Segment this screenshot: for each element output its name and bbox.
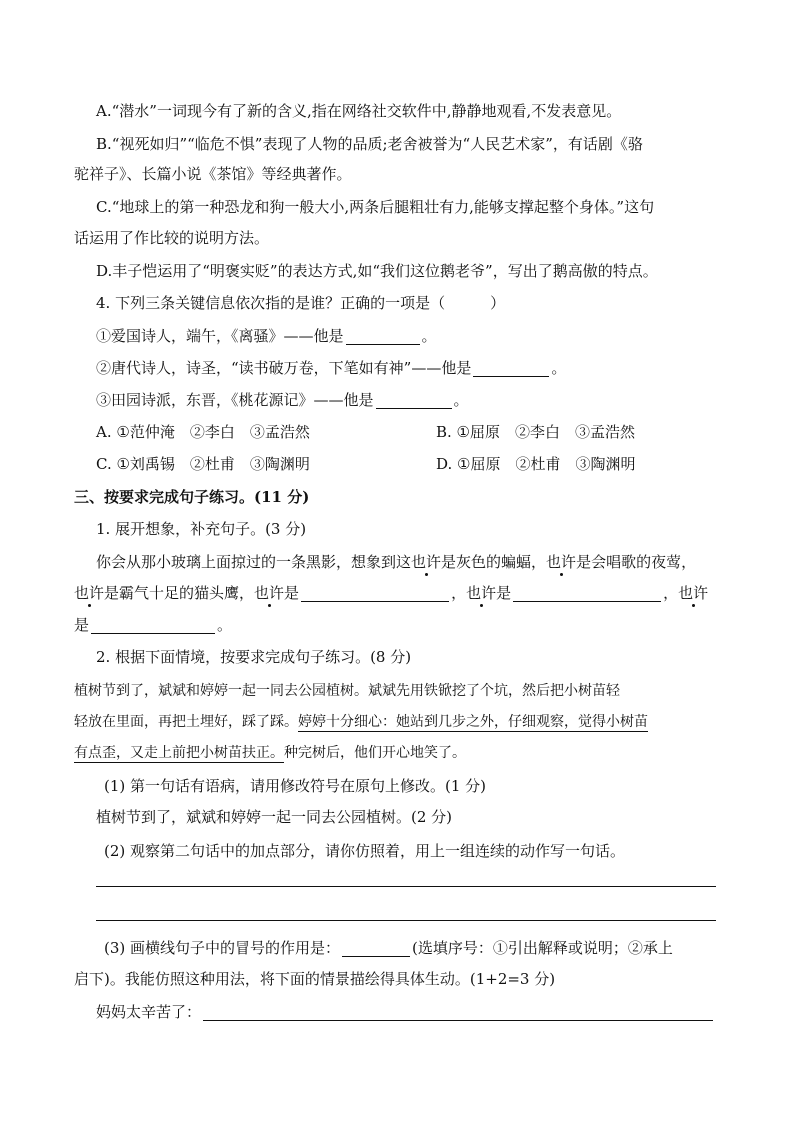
imagine-blank-2[interactable] (513, 585, 661, 602)
underlined-sentence-part2: 有点歪，又走上前把小树苗扶正。 (74, 745, 284, 761)
option-d-prev: D.丰子恺运用了“明褒实贬”的表达方式,如“我们这位鹅老爷”，写出了鹅高傲的特点。 (96, 262, 658, 280)
description-blank[interactable] (203, 1004, 713, 1021)
q2-sub2: (2) 观察第二句话中的加点部分，请你仿照着，用上一组连续的动作写一句话。 (104, 842, 626, 860)
clue-3-text: ③田园诗派，东晋，《桃花源记》——他是 (96, 391, 374, 409)
underlined-sentence-part1: 婷婷十分细心：她站到几步之外，仔细观察，觉得小树苗 (298, 714, 648, 730)
q1-text-f: 是 (496, 584, 512, 602)
option-c-prev-line2: 话运用了作比较的说明方法。 (74, 229, 270, 247)
q1-text-e: 是 (284, 584, 300, 602)
emphasis-yexu-6: 也许 (678, 584, 709, 602)
q2-passage-line2 (74, 711, 648, 733)
emphasis-yexu-3: 也许 (74, 584, 105, 602)
answer-blank-3[interactable] (376, 392, 452, 409)
question-4-option-c: C. ①刘禹锡 ②杜甫 ③陶渊明 (96, 455, 310, 473)
q2-sub3-text-b: (选填序号：①引出解释或说明；②承上 (412, 939, 673, 957)
option-c-prev-line1: C.“地球上的第一种恐龙和狗一般大小,两条后腿粗壮有力,能够支撑起整个身体。”这句 (96, 198, 655, 216)
q1-paragraph-line2 (74, 582, 708, 604)
q2-sub3-text-a: (3) 画横线句子中的冒号的作用是： (104, 939, 341, 957)
answer-line-2[interactable] (96, 920, 716, 921)
emphasis-yexu-1: 也许 (411, 553, 442, 571)
q1-comma-2: ， (663, 584, 679, 602)
q2-sub3-line1 (104, 937, 673, 959)
imagine-blank-3[interactable] (91, 617, 215, 634)
q1-paragraph-line3 (74, 614, 232, 636)
clue-1-text: ①爱国诗人，端午，《离骚》——他是 (96, 327, 344, 345)
option-a-prev: A.“潜水”一词现今有了新的含义,指在网络社交软件中,静静地观看,不发表意见。 (96, 102, 622, 120)
clue-2-text: ②唐代诗人，诗圣，“读书破万卷，下笔如有神”——他是 (96, 359, 472, 377)
q1-text-b: 是灰色的蝙蝠， (441, 553, 547, 571)
question-4-option-b: B. ①屈原 ②李白 ③孟浩然 (436, 423, 636, 441)
question-4-clue-2 (96, 357, 566, 379)
q2-passage-text: 轻放在里面，再把土埋好，踩了踩。 (74, 714, 298, 730)
option-b-prev-line1: B.“视死如归”“临危不惧”表现了人物的品质;老舍被誉为“人民艺术家”，有话剧《骆 (96, 135, 643, 153)
q1-text-d: 是霸气十足的猫头鹰， (104, 584, 255, 602)
q2-passage-end: 种完树后，他们开心地笑了。 (284, 745, 466, 761)
clue-2-period: 。 (551, 359, 567, 377)
question-4-stem: 4. 下列三条关键信息依次指的是谁？正确的一项是（ ） (96, 294, 506, 312)
answer-blank-2[interactable] (473, 360, 549, 377)
q2-title: 2. 根据下面情境，按要求完成句子练习。(8 分) (96, 648, 412, 666)
q1-text-g: 是 (74, 616, 90, 634)
q1-text-a: 你会从那小玻璃上面掠过的一条黑影，想象到这 (96, 553, 412, 571)
question-4-option-a: A. ①范仲淹 ②李白 ③孟浩然 (96, 423, 310, 441)
question-4-clue-3 (96, 389, 469, 411)
imagine-blank-1[interactable] (301, 585, 449, 602)
emphasis-yexu-5: 也许 (466, 584, 497, 602)
clue-3-period: 。 (453, 391, 469, 409)
clue-1-period: 。 (421, 327, 437, 345)
q2-sub1: (1) 第一句话有语病，请用修改符号在原句上修改。(1 分) (104, 777, 487, 795)
colon-function-blank[interactable] (342, 940, 410, 957)
q2-last-prompt: 妈妈太辛苦了： (96, 1003, 202, 1021)
q1-end-period: 。 (217, 616, 233, 634)
q2-last-line (96, 1001, 715, 1023)
q2-passage-line3 (74, 742, 466, 764)
q1-paragraph-line1 (96, 551, 696, 573)
emphasis-yexu-2: 也许 (546, 553, 577, 571)
q2-passage-line1: 植树节到了，斌斌和婷婷一起一同去公园植树。斌斌先用铁锨挖了个坑，然后把小树苗轻 (74, 683, 620, 699)
option-b-prev-line2: 驼祥子》、长篇小说《茶馆》等经典著作。 (74, 165, 352, 183)
answer-line-1[interactable] (96, 886, 716, 887)
question-4-clue-1 (96, 325, 437, 347)
q1-comma-1: ， (451, 584, 467, 602)
q2-sub1-sentence: 植树节到了，斌斌和婷婷一起一同去公园植树。(2 分) (96, 808, 453, 826)
q2-sub3-line2: 启下)。我能仿照这种用法，将下面的情景描绘得具体生动。(1+2=3 分) (74, 970, 556, 988)
section-3-heading: 三、按要求完成句子练习。(11 分) (74, 488, 310, 506)
answer-blank-1[interactable] (346, 328, 420, 345)
q1-title: 1. 展开想象，补充句子。(3 分) (96, 520, 307, 538)
emphasis-yexu-4: 也许 (254, 584, 285, 602)
question-4-option-d: D. ①屈原 ②杜甫 ③陶渊明 (436, 455, 636, 473)
q1-text-c: 是会唱歌的夜莺， (576, 553, 697, 571)
